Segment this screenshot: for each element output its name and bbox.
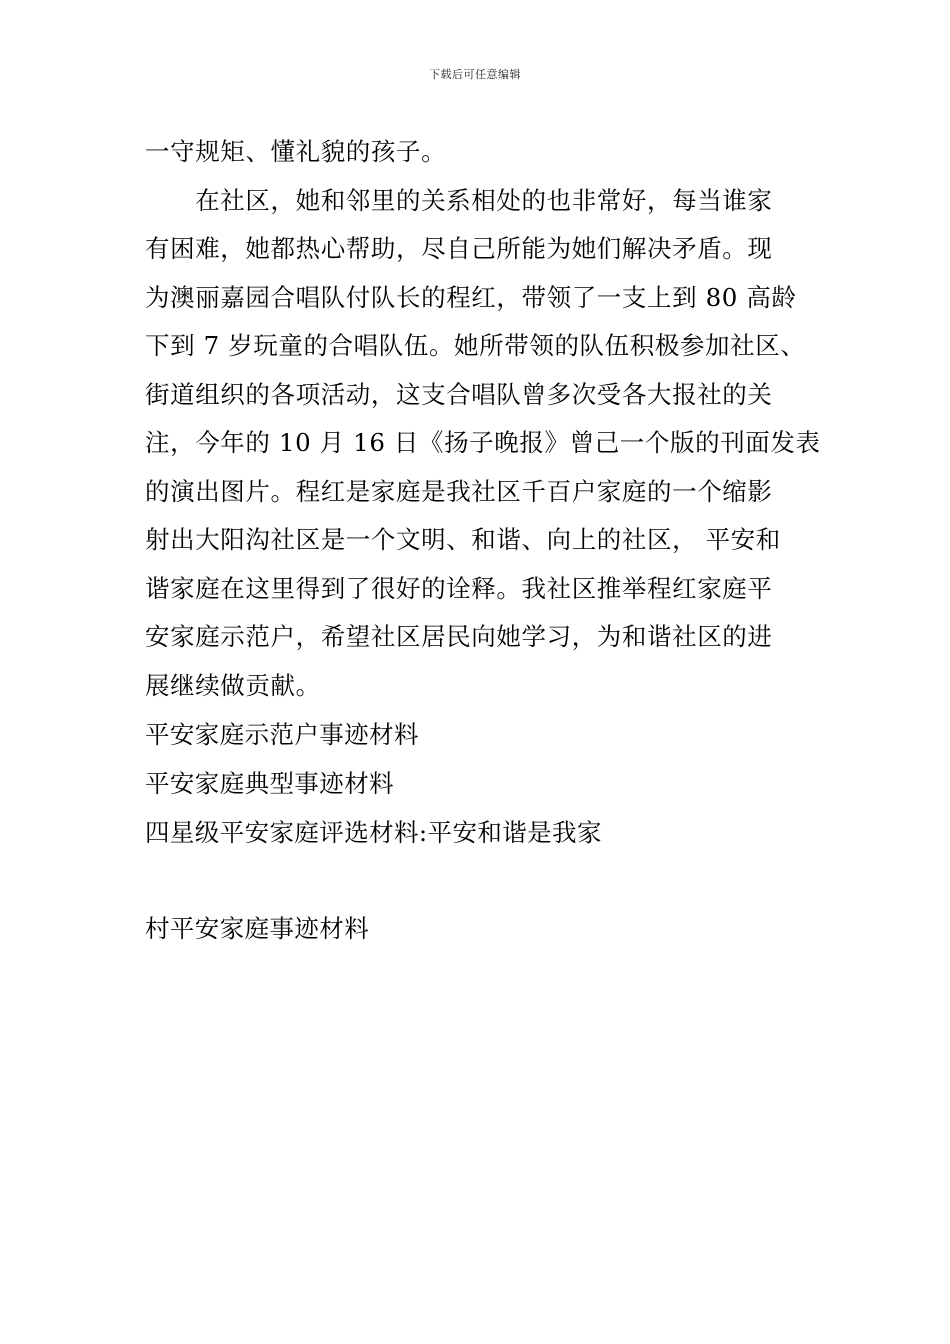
paragraph-line: 展继续做贡献。 — [145, 670, 321, 700]
paragraph-line: 的演出图片。程红是家庭是我社区千百户家庭的一个缩影 — [145, 476, 773, 506]
paragraph-line: 射出大阳沟社区是一个文明、和谐、向上的社区， 平安和 — [145, 525, 781, 554]
paragraph-line: 为澳丽嘉园合唱队付队长的程红，带领了一支上到 80 高龄 — [145, 282, 797, 312]
related-title: 村平安家庭事迹材料 — [145, 914, 370, 943]
paragraph-line: 安家庭示范户，希望社区居民向她学习，为和谐社区的进 — [145, 622, 773, 651]
related-title: 平安家庭典型事迹材料 — [145, 769, 394, 798]
document-body — [145, 128, 821, 953]
related-title: 四星级平安家庭评选材料:平安和谐是我家 — [145, 818, 602, 847]
paragraph-line: 一守规矩、懂礼貌的孩子。 — [145, 137, 447, 166]
paragraph-line: 下到 7 岁玩童的合唱队伍。她所带领的队伍积极参加社区、 — [145, 331, 806, 360]
blank-line — [145, 857, 807, 904]
paragraph-line: 在社区，她和邻里的关系相处的也非常好，每当谁家 — [145, 185, 773, 215]
paragraph-line: 有困难，她都热心帮助，尽自己所能为她们解决矛盾。现 — [145, 234, 773, 263]
paragraph-line: 谐家庭在这里得到了很好的诠释。我社区推举程红家庭平 — [145, 573, 773, 603]
paragraph-line: 注，今年的 10 月 16 日《扬子晚报》曾己一个版的刊面发表 — [145, 428, 821, 457]
paragraph-line: 街道组织的各项活动，这支合唱队曾多次受各大报社的关 — [145, 379, 773, 409]
related-title: 平安家庭示范户事迹材料 — [145, 720, 419, 749]
page-header-note: 下载后可任意编辑 — [429, 68, 521, 81]
